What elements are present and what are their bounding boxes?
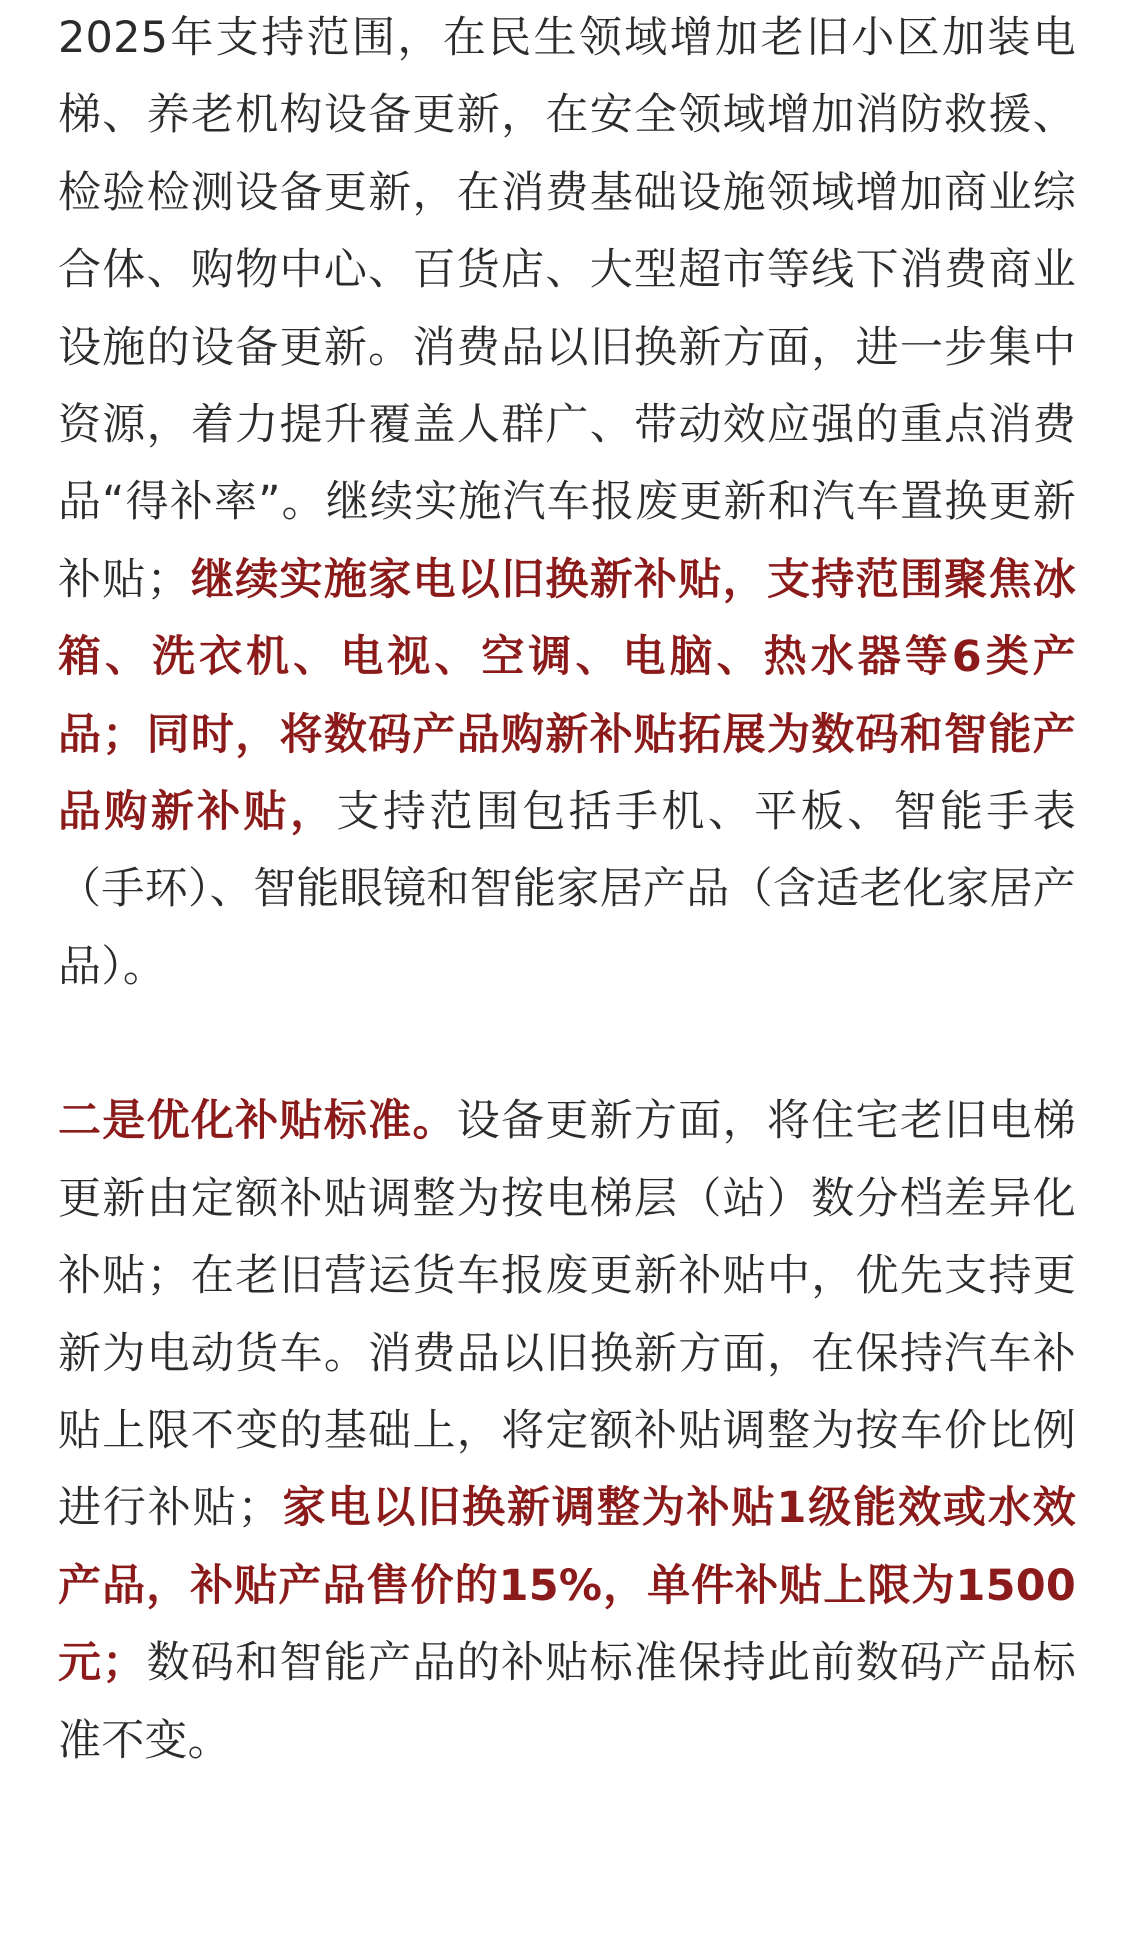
section-heading: 二是优化补贴标准。: [58, 1096, 457, 1147]
paragraph-scope: [58, 0, 1076, 1006]
article-body: [58, 0, 1076, 1780]
text-segment: 支持范围包括手机、平板、智能手表（手环）、智能眼镜和智能家居产品（含适老化家居产品）。: [58, 787, 1076, 992]
text-segment: 2025年支持范围，在民生领域增加老旧小区加装电梯、养老机构设备更新，在安全领域增加消防救援、检验检测设备更新，在消费基础设施领域增加商业综合体、购物中心、百货店、大型超市等线下消费商业设施的设备更新。消费品以旧换新方面，进一步集中资源，着力提升覆盖人群广、带动效应强的重点消费品“得补率”。继续实施汽车报废更新和汽车置换更新补贴；: [58, 13, 1076, 605]
text-segment: 数码和智能产品的补贴标准保持此前数码产品标准不变。: [58, 1638, 1076, 1766]
paragraph-subsidy-standard: [58, 1083, 1076, 1780]
highlighted-text-segment: 继续实施家电以旧换新补贴，支持范围聚焦冰箱、洗衣机、电视、空调、电脑、热水器等6类产品；同时，将数码产品购新补贴拓展为数码和智能产品购新补贴，: [58, 554, 1077, 838]
text-segment: 设备更新方面，将住宅老旧电梯更新由定额补贴调整为按电梯层（站）数分档差异化补贴；在老旧营运货车报废更新补贴中，优先支持更新为电动货车。消费品以旧换新方面，在保持汽车补贴上限不变的基础上，将定额补贴调整为按车价比例进行补贴；: [58, 1096, 1076, 1534]
highlighted-text-segment: 家电以旧换新调整为补贴1级能效或水效产品，补贴产品售价的15%，单件补贴上限为1500元；: [58, 1483, 1076, 1689]
